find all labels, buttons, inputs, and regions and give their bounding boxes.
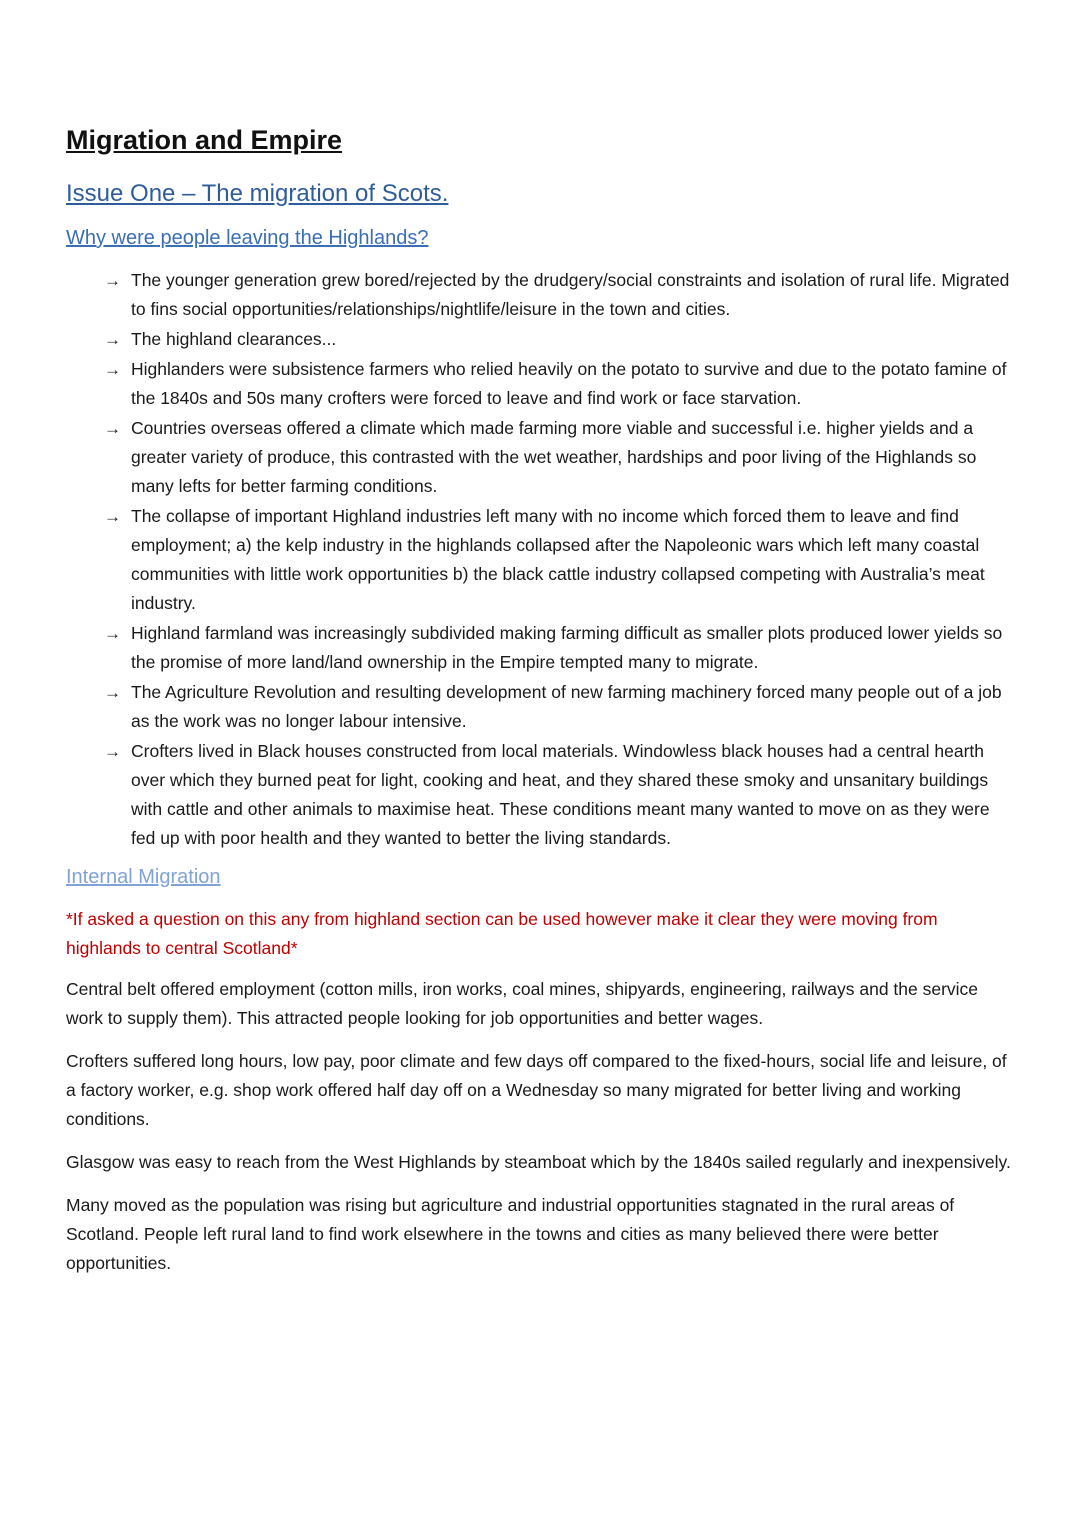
highlands-heading: Why were people leaving the Highlands? [66,227,429,249]
paragraph: Glasgow was easy to reach from the West Highlands by steamboat which by the 1840s sailed regularly and inexpensively. [66,1152,1011,1172]
document-title: Migration and Empire [66,125,343,155]
arrow-icon: → [104,330,121,349]
list-item [104,355,1016,413]
exam-note: *If asked a question on this any from highland section can be used however make it clear they were moving from highlands to central Scotland* [66,909,938,958]
paragraph: Central belt offered employment (cotton mills, iron works, coal mines, shipyards, engineering, railways and the service work to supply them). This attracted people looking for job opportunities and better wages. [66,979,979,1028]
internal-migration-heading: Internal Migration [66,866,221,888]
paragraph: Crofters suffered long hours, low pay, poor climate and few days off compared to the fixed-hours, social life and leisure, of a factory worker, e.g. shop work offered half day off on a Wednesday so many migrated for better living and working conditions. [66,1051,1007,1129]
list-item [104,502,1016,618]
list-item [104,737,1016,853]
arrow-icon: → [104,419,121,438]
list-item [104,619,1016,677]
arrow-icon: → [104,683,121,702]
list-item [104,325,1016,354]
list-item [104,678,1016,736]
list-item-text: The younger generation grew bored/rejected by the drudgery/social constraints and isolation of rural life. Migrated to fins social opportunities/relationships/nightlife/leisure in the town and cities. [131,270,1010,319]
list-item [104,414,1016,501]
arrow-icon: → [104,271,121,290]
list-item [104,266,1016,324]
arrow-icon: → [104,360,121,379]
arrow-icon: → [104,624,121,643]
issue-heading: Issue One – The migration of Scots. [66,180,449,207]
list-item-text: The Agriculture Revolution and resulting development of new farming machinery forced many people out of a job as the work was no longer labour intensive. [131,682,1002,731]
list-item-text: The highland clearances... [131,329,337,349]
list-item-text: The collapse of important Highland industries left many with no income which forced them to leave and find employment; a) the kelp industry in the highlands collapsed after the Napoleonic wars which left many coastal communities with little work opportunities b) the black cattle industry collapsed competing with Australia’s meat industry. [131,506,985,613]
highlands-reasons-list [66,266,1016,853]
list-item-text: Highland farmland was increasingly subdivided making farming difficult as smaller plots produced lower yields so the promise of more land/land ownership in the Empire tempted many to migrate. [131,623,1003,672]
arrow-icon: → [104,507,121,526]
list-item-text: Countries overseas offered a climate which made farming more viable and successful i.e. higher yields and a greater variety of produce, this contrasted with the wet weather, hardships and poor living of the Highlands so many lefts for better farming conditions. [131,418,977,496]
paragraph: Many moved as the population was rising but agriculture and industrial opportunities stagnated in the rural areas of Scotland. People left rural land to find work elsewhere in the towns and cities as many believed there were better opportunities. [66,1195,955,1273]
list-item-text: Highlanders were subsistence farmers who relied heavily on the potato to survive and due to the potato famine of the 1840s and 50s many crofters were forced to leave and find work or face starvation. [131,359,1007,408]
arrow-icon: → [104,742,121,761]
list-item-text: Crofters lived in Black houses constructed from local materials. Windowless black houses had a central hearth over which they burned peat for light, cooking and heat, and they shared these smoky and unsanitary buildings with cattle and other animals to maximise heat. These conditions meant many wanted to move on as they were fed up with poor health and they wanted to better the living standards. [131,741,990,848]
document-page [66,122,1016,1292]
